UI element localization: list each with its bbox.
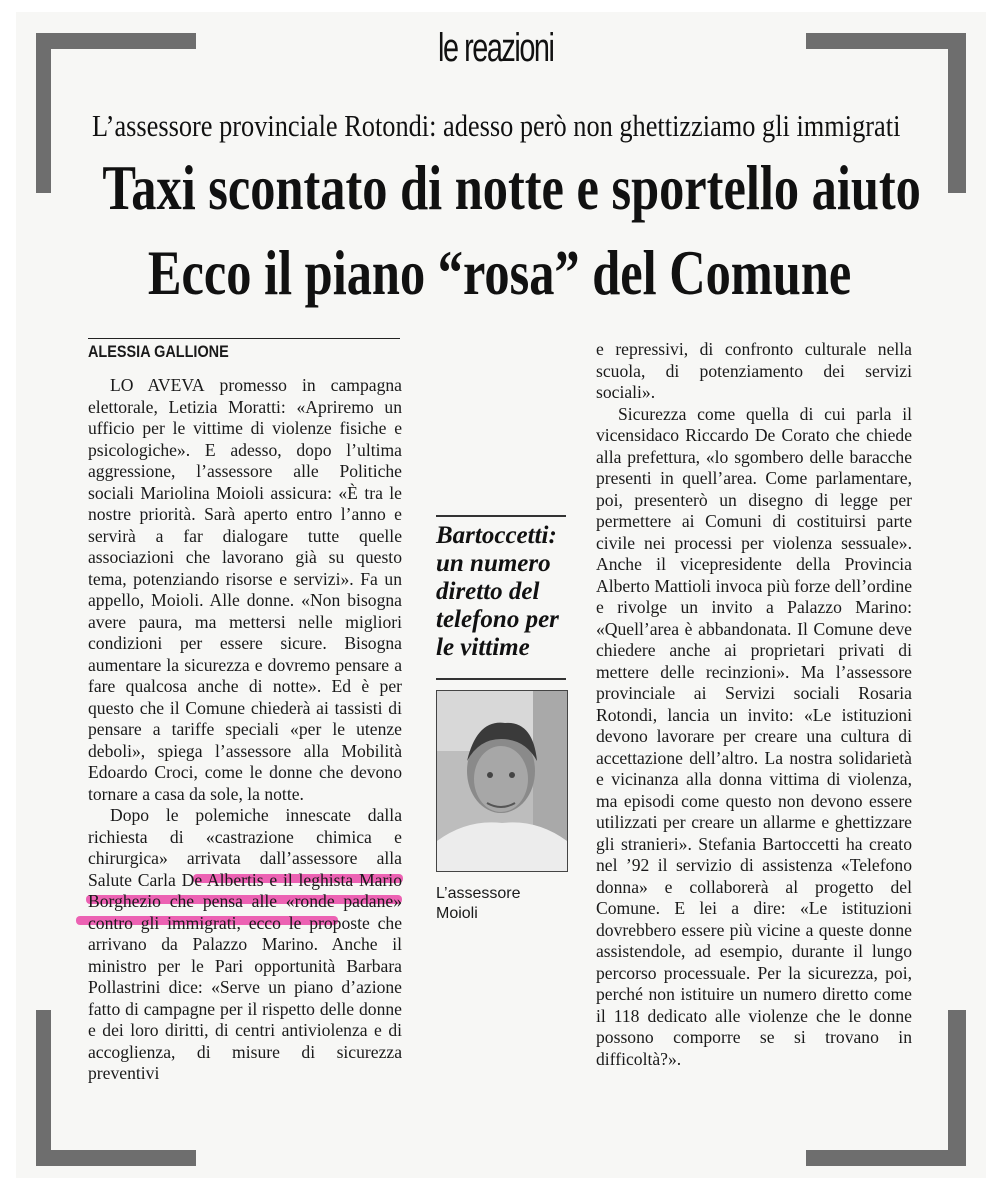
pull-quote-rule-top [436, 515, 566, 517]
article-column-right [596, 339, 912, 1070]
corner-mark-bottom-left-vertical [36, 1010, 51, 1166]
corner-mark-bottom-right [806, 1150, 966, 1166]
article-column-left [88, 375, 402, 1085]
corner-mark-bottom-right-vertical [948, 1010, 966, 1166]
article-paragraph: e repressivi, di confronto culturale nella scuola, di potenziamento dei servizi sociali». [596, 339, 912, 402]
portrait-photo [436, 690, 568, 872]
subtitle: L’assessore provinciale Rotondi: adesso però non ghettizziamo gli immigrati [92, 108, 901, 143]
pull-quote-rule-bottom [436, 678, 566, 680]
lead-in: LO AVEVA [110, 375, 205, 395]
paragraph-text: promesso in campagna elettorale, Letizia Moratti: «Apriremo un ufficio per le vittime di violenze fisiche e psicologiche». E adesso, dopo l’ultima aggressione, l’assessore alle Politiche sociali Mariolina Moioli assicura: «È tra le nostre priorità. Sarà aperto entro l’anno e servirà a far dialogare tutte quelle associazioni che lavorano già su questo tema, potenziando risorse e servizi». Fa un appello, Moioli. Alle donne. «Non bisogna avere paura, ma mettersi nelle migliori condizioni per essere sicure. Bisogna aumentare la sicurezza e dovremo pensare a fare qualcosa anche di notte». Ed è per questo che il Comune chiederà ai tassisti di pensare a tariffe speciali «per le utenze deboli», spiega l’assessore alla Mobilità Edoardo Croci, come le donne che devono tornare a casa da sole, la notte. [88, 375, 402, 804]
headline-line-1 [0, 152, 1000, 225]
article-paragraph [88, 375, 402, 805]
headline-line-2 [0, 237, 1000, 310]
section-tag: le reazioni [438, 26, 554, 70]
article-paragraph: Sicurezza come quella di cui parla il vicensidaco Riccardo De Corato che chiede alla prefettura, «lo sgombero delle baracche presenti in quell’area. Come parlamentare, poi, presenterò un disegno di legge per permettere ai Comuni di costituirsi parte civile nei processi per violenza sessuale». Anche il vicepresidente della Provincia Alberto Mattioli invoca più forze dell’ordine e rivolge un invito a Palazzo Marino: «Quell’area è abbandonata. Il Comune deve chiedere anche ai proprietari privati di mettere delle recinzioni». Ma l’assessore provinciale ai Servizi sociali Rosaria Rotondi, lancia un invito: «Le istituzioni devono lavorare per creare una cultura di accettazione dell’altro. La nostra solidarietà e vicinanza alla donna vittima di violenza, ma episodi come questo non devono essere utilizzati per creare un allarme e ghettizzare gli stranieri». Stefania Bartoccetti ha creato nel ’92 il servizio di assistenza «Telefono donna» e collaborerà al progetto del Comune. E lei a dire: «Le istituzioni dovrebbero essere più vicine a queste donne assistendole, ad esempio, durante il lungo percorso processuale. Per la sicurezza, poi, perché non istituire un numero diretto come il 118 dedicato alle violenze che le donne possono comporre se si trovano in difficoltà?». [596, 403, 912, 1069]
corner-mark-top-left [36, 33, 196, 49]
portrait-image [437, 691, 567, 871]
corner-mark-bottom-left [36, 1150, 196, 1166]
headline-line-1-text: Taxi scontato di notte e sportello aiuto [102, 153, 921, 223]
photo-caption: L’assessore Moioli [436, 885, 521, 922]
byline: ALESSIA GALLIONE [88, 342, 229, 361]
byline-rule [88, 338, 400, 339]
article-paragraph: Dopo le polemiche innescate dalla richiesta di «castrazione chimica e chirurgica» arrivata dall’assessore alla Salute Carla De Albertis e il leghista Mario Borghezio che pensa alle «ronde padane» contro gli immigrati, ecco le proposte che arrivano da Palazzo Marino. Anche il ministro per le Pari opportunità Barbara Pollastrini dice: «Serve un piano d’azione fatto di campagne per il rispetto delle donne e dei loro diritti, di centri antiviolenza e di accoglienza, di misure di sicurezza preventivi [88, 805, 402, 1083]
corner-mark-top-right [806, 33, 966, 49]
headline-line-2-text: Ecco il piano “rosa” del Comune [148, 238, 852, 308]
pull-quote: Bartoccetti: un numero diretto del telefono per le vittime [436, 522, 559, 661]
